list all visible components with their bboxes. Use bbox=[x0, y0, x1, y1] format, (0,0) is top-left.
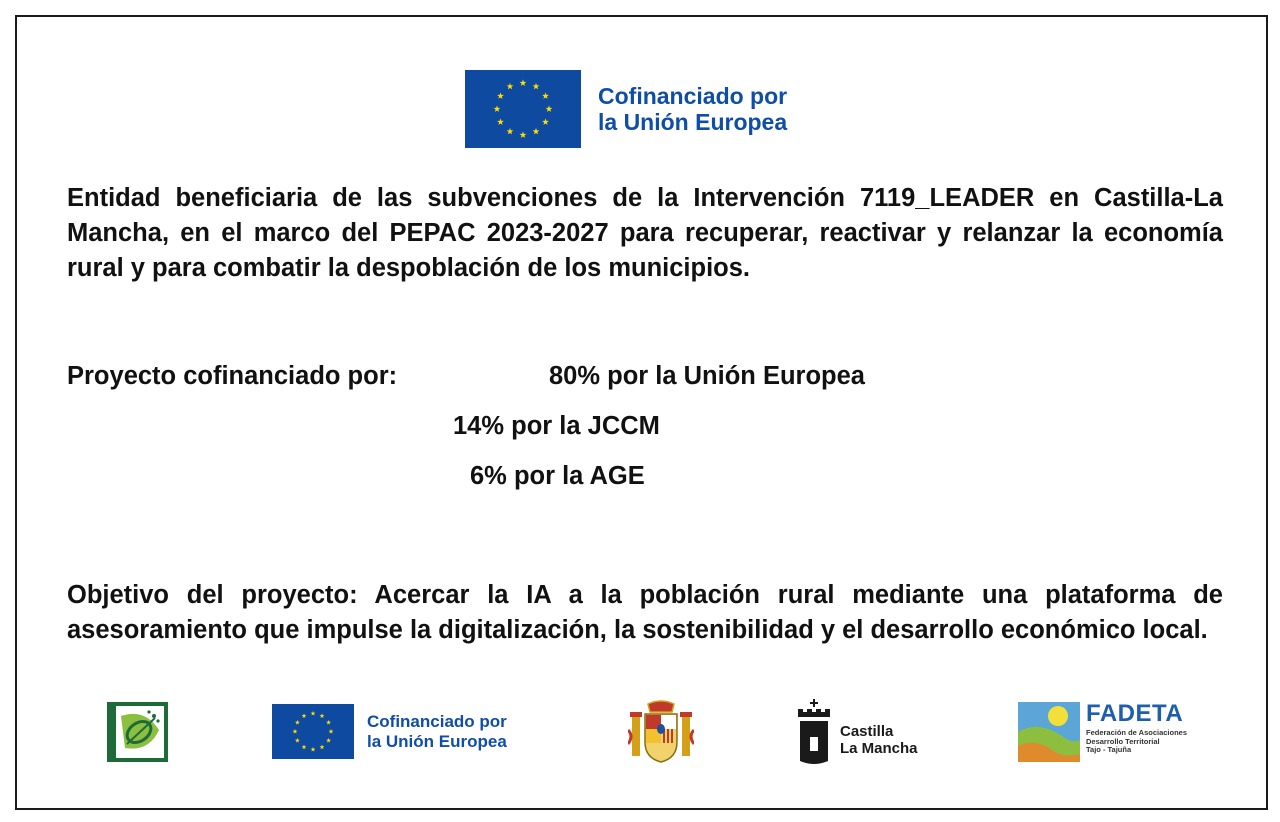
eu-star bbox=[520, 131, 527, 138]
eu-flag-icon bbox=[465, 70, 581, 148]
eu-banner-line1: Cofinanciado por bbox=[598, 82, 788, 109]
cofinancing-item-eu: 80% por la Unión Europea bbox=[549, 362, 865, 390]
eu-star bbox=[311, 711, 316, 716]
eu-star bbox=[329, 729, 334, 734]
eu-star bbox=[533, 128, 540, 135]
eu-star bbox=[507, 128, 514, 135]
fadeta-sub3: Tajo - Tajuña bbox=[1086, 745, 1132, 754]
cofinancing-item-age: 6% por la AGE bbox=[470, 462, 645, 490]
eu-star bbox=[293, 729, 298, 734]
objective-paragraph: Objetivo del proyecto: Acercar la IA a la población rural mediante una plataforma de asesoramiento que impulse la digitalización, la sostenibilidad y el desarrollo económico local. bbox=[67, 581, 1223, 644]
eu-star bbox=[497, 118, 504, 125]
eu-star bbox=[494, 105, 501, 112]
clm-line2: La Mancha bbox=[840, 740, 918, 757]
intro-paragraph: Entidad beneficiaria de las subvenciones de la Intervención 7119_LEADER en Castilla-La Mancha, en el marco del PEPAC 2023-2027 para recuperar, reactivar y relanzar la economía rural y para combatir la despoblación de los municipios. bbox=[67, 184, 1223, 282]
eu-star bbox=[507, 83, 514, 90]
eu-small-logo bbox=[272, 704, 507, 759]
eu-star bbox=[542, 92, 549, 99]
footer-logos bbox=[0, 696, 1280, 771]
fadeta-emblem-icon bbox=[1018, 702, 1080, 762]
fadeta-title: FADETA bbox=[1086, 700, 1184, 727]
eu-star bbox=[320, 713, 325, 718]
eu-star bbox=[533, 83, 540, 90]
eu-small-line1: Cofinanciado por bbox=[367, 711, 507, 731]
spain-coat-of-arms-logo bbox=[628, 700, 694, 771]
leader-logo bbox=[107, 702, 168, 767]
castilla-la-mancha-logo bbox=[796, 699, 918, 765]
eu-small-line2: la Unión Europea bbox=[367, 731, 507, 751]
eu-star bbox=[302, 713, 307, 718]
eu-star bbox=[302, 744, 307, 749]
cofinancing-label: Proyecto cofinanciado por: bbox=[67, 362, 398, 390]
leader-logo-icon bbox=[107, 702, 168, 762]
eu-cofinancing-banner bbox=[465, 70, 787, 148]
eu-star bbox=[326, 720, 331, 725]
eu-star bbox=[320, 744, 325, 749]
eu-star bbox=[546, 105, 553, 112]
eu-stars bbox=[465, 70, 581, 148]
eu-star bbox=[497, 92, 504, 99]
fadeta-sub1: Federación de Asociaciones bbox=[1086, 728, 1188, 737]
eu-small-flag-icon bbox=[272, 704, 354, 759]
eu-star bbox=[295, 738, 300, 743]
coat-of-arms-icon bbox=[628, 700, 694, 766]
eu-star bbox=[520, 79, 527, 86]
fadeta-sub2: Desarrollo Territorial bbox=[1086, 736, 1160, 746]
eu-banner-line2: la Unión Europea bbox=[598, 109, 788, 135]
clm-line1: Castilla bbox=[840, 723, 894, 740]
eu-star bbox=[311, 747, 316, 752]
eu-star bbox=[295, 720, 300, 725]
fadeta-logo bbox=[1018, 702, 1187, 762]
cofinancing-item-jccm: 14% por la JCCM bbox=[453, 412, 660, 440]
clm-castle-icon bbox=[796, 699, 832, 765]
eu-star bbox=[542, 118, 549, 125]
eu-star bbox=[326, 738, 331, 743]
